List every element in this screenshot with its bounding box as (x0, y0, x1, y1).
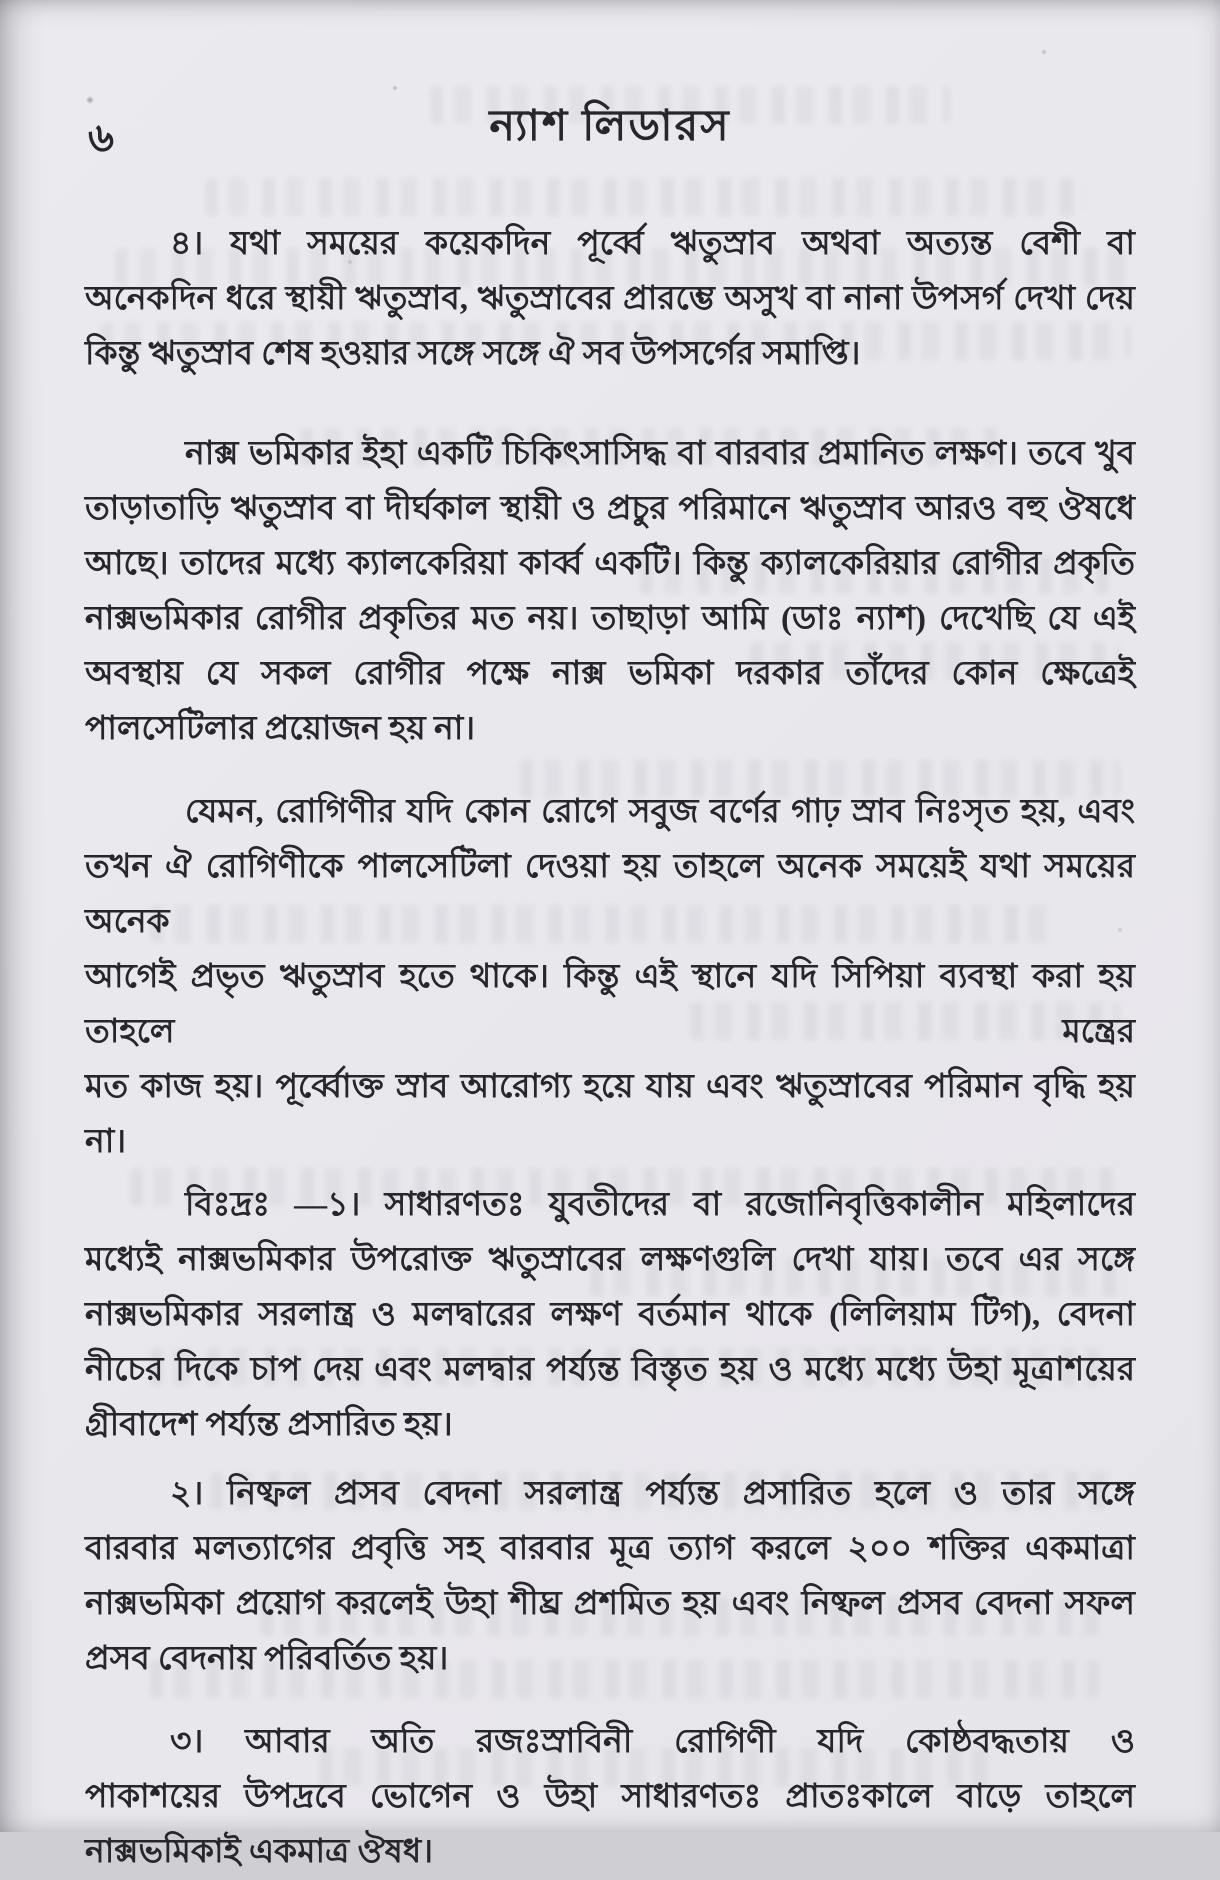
text-line: নীচের দিকে চাপ দেয় এবং মলদ্বার পর্য্যন্ত বিস্তৃত হয় ও মধ্যে মধ্যে উহা মূত্রাশয়ের (85, 1352, 1135, 1388)
text-line: ৩। আবার অতি রজঃস্রাবিনী রোগিণী যদি কোষ্ঠবদ্ধতায় ও (170, 1724, 1135, 1760)
paragraph-note-1 (85, 1178, 1135, 1453)
text-line: নাক্সভমিকার রোগীর প্রকৃতির মত নয়। তাছাড়া আমি (ডাঃ ন্যাশ) দেখেছি যে এই (85, 601, 1135, 637)
text-line: পালসেটিলার প্রয়োজন হয় না। (85, 711, 476, 747)
text-line: অবস্থায় যে সকল রোগীর পক্ষে নাক্স ভমিকা দরকার তাঁদের কোন ক্ষেত্রেই (85, 656, 1135, 692)
text-line: বারবার মলত্যাগের প্রবৃত্তি সহ বারবার মূত্র ত্যাগ করলে ২০০ শক্তির একমাত্রা (85, 1531, 1135, 1567)
text-line: নাক্সভমিকার সরলান্ত্র ও মলদ্বারের লক্ষণ বর্তমান থাকে (লিলিয়াম টিগ), বেদনা (85, 1297, 1135, 1333)
text-line: যেমন, রোগিণীর যদি কোন রোগে সবুজ বর্ণের গাঢ় স্রাব নিঃসৃত হয়, এবং (185, 794, 1135, 830)
paragraph-note-2 (85, 1467, 1135, 1687)
paragraph-section-4 (85, 217, 1135, 382)
text-line: মধ্যেই নাক্সভমিকার উপরোক্ত ঋতুস্রাবের লক্ষণগুলি দেখা যায়। তবে এর সঙ্গে (85, 1242, 1135, 1278)
text-line: নাক্সভমিকা প্রয়োগ করলেই উহা শীঘ্র প্রশমিত হয় এবং নিষ্ফল প্রসব বেদনা সফল (85, 1586, 1135, 1622)
text-line: ৪। যথা সময়ের কয়েকদিন পূর্ব্বে ঋতুস্রাব অথবা অত্যন্ত বেশী বা (170, 226, 1135, 262)
text-line: নাক্স ভমিকার ইহা একটি চিকিৎসাসিদ্ধ বা বারবার প্রমানিত লক্ষণ। তবে খুব (185, 436, 1135, 472)
paragraph-note-3 (85, 1715, 1135, 1880)
text-line: মত কাজ হয়। পূর্ব্বোক্ত স্রাব আরোগ্য হয়ে যায় এবং ঋতুস্রাবের পরিমান বৃদ্ধি হয় না। (85, 1069, 1135, 1160)
text-line: তখন ঐ রোগিণীকে পালসেটিলা দেওয়া হয় তাহলে অনেক সময়েই যথা সময়ের অনেক (85, 849, 1135, 940)
page-header (0, 0, 1220, 165)
text-line: আগেই প্রভৃত ঋতুস্রাব হতে থাকে। কিন্তু এই স্থানে যদি সিপিয়া ব্যবস্থা করা হয় তাহলে মন্ত্রের (85, 959, 1135, 1050)
page-title: ন্যাশ লিডারস (489, 103, 731, 150)
text-line: তাড়াতাড়ি ঋতুস্রাব বা দীর্ঘকাল স্থায়ী ও প্রচুর পরিমানে ঋতুস্রাব আরও বহু ঔষধে (85, 491, 1135, 527)
paragraph-example (85, 785, 1135, 1170)
paragraph-nux-vomica (85, 427, 1135, 757)
text-line: পাকাশয়ের উপদ্রবে ভোগেন ও উহা সাধারণতঃ প্রাতঃকালে বাড়ে তাহলে (85, 1779, 1135, 1815)
page-number: ৬ (88, 115, 115, 160)
text-line: অনেকদিন ধরে স্থায়ী ঋতুস্রাব, ঋতুস্রাবের প্রারম্ভে অসুখ বা নানা উপসর্গ দেখা দেয় (85, 281, 1135, 317)
text-line: নাক্সভমিকাই একমাত্র ঔষধ। (85, 1834, 434, 1870)
bleedthrough-artifact (205, 178, 1085, 216)
text-line: গ্রীবাদেশ পর্য্যন্ত প্রসারিত হয়। (85, 1407, 453, 1443)
text-line: প্রসব বেদনায় পরিবর্তিত হয়। (85, 1641, 449, 1677)
text-line: আছে। তাদের মধ্যে ক্যালকেরিয়া কার্ব্ব একটি। কিন্তু ক্যালকেরিয়ার রোগীর প্রকৃতি (85, 546, 1135, 582)
text-line: ২। নিষ্ফল প্রসব বেদনা সরলান্ত্র পর্য্যন্ত প্রসারিত হলে ও তার সঙ্গে (170, 1476, 1135, 1512)
text-line: কিন্তু ঋতুস্রাব শেষ হওয়ার সঙ্গে সঙ্গে ঐ সব উপসর্গের সমাপ্তি। (85, 336, 861, 372)
text-line: বিঃদ্রঃ —১। সাধারণতঃ যুবতীদের বা রজোনিবৃত্তিকালীন মহিলাদের (185, 1187, 1135, 1223)
body-text (85, 217, 1135, 1880)
